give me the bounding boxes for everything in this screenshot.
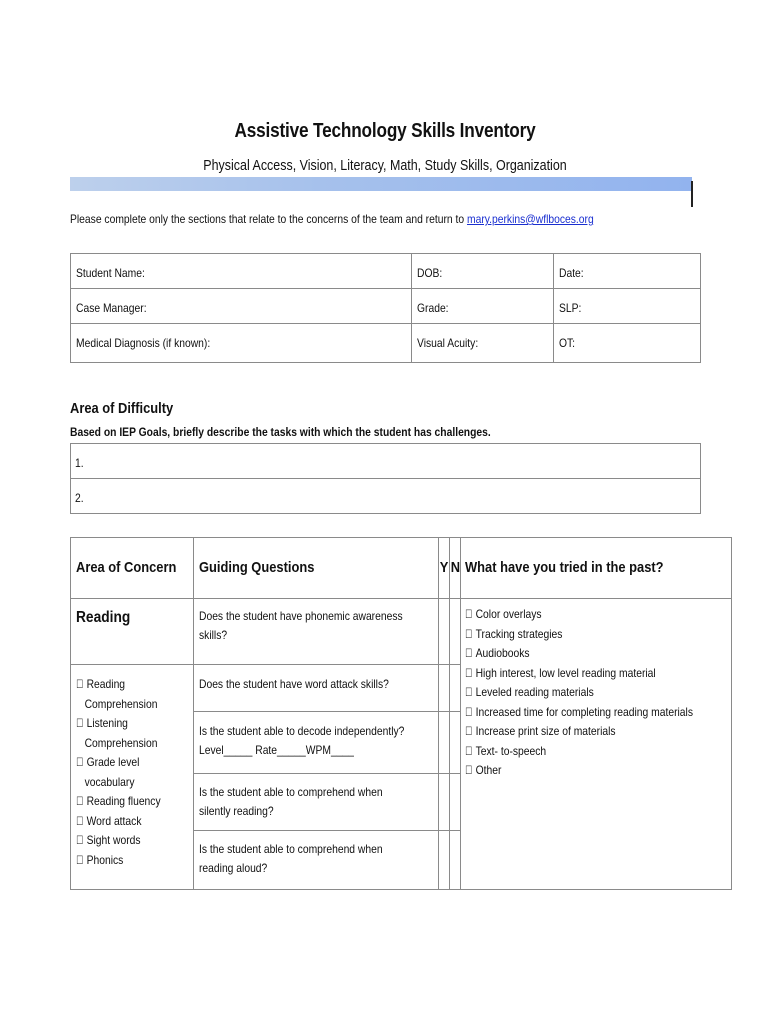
difficulty-item-2[interactable]: 2. [71,479,701,514]
area-reading-title: Reading [71,599,194,665]
no-checkbox[interactable] [449,712,461,774]
header-yes: Y [438,538,449,599]
yes-checkbox[interactable] [438,712,449,774]
area-of-difficulty-heading: Area of Difficulty [70,400,174,417]
header-tried-in-past: What have you tried in the past? [461,538,731,599]
student-info-table [70,253,701,363]
difficulty-table [70,443,701,514]
question-comprehend-aloud: Is the student able to comprehend when reading aloud? [193,831,438,890]
tried-option[interactable]: Increase print size of materials [465,724,606,738]
question-decode-independently: Is the student able to decode independently? Level_____ Rate_____WPM____ [193,712,438,774]
difficulty-item-1[interactable]: 1. [71,444,701,479]
slp-field[interactable]: SLP: [554,289,701,324]
area-option[interactable]: Reading [76,677,115,691]
area-option[interactable]: Word attack [76,813,131,828]
visual-acuity-field[interactable]: Visual Acuity: [412,324,554,363]
tried-option[interactable]: Tracking strategies [465,626,553,641]
instructions [70,212,594,226]
area-option[interactable]: Sight words [76,833,130,847]
student-name-field[interactable]: Student Name: [71,254,412,289]
yes-checkbox[interactable] [438,599,449,665]
date-field[interactable]: Date: [554,254,701,289]
area-option[interactable]: Grade level [76,755,129,769]
instructions-text: Please complete only the sections that relate to the concerns of the team and return to [70,212,467,226]
area-of-concern-table [70,537,732,890]
area-of-difficulty-instructions: Based on IEP Goals, briefly describe the tasks with which the student has challenges. [70,425,491,439]
tried-option[interactable]: Other [465,763,492,777]
tried-option[interactable]: Color overlays [465,607,532,621]
grade-field[interactable]: Grade: [412,289,554,324]
tried-options-list [461,599,731,890]
yes-checkbox[interactable] [438,665,449,712]
tried-option[interactable]: Text- to-speech [465,743,536,758]
tried-option[interactable]: Leveled reading materials [465,685,584,699]
area-option-continued: Comprehension [76,696,158,711]
tried-option[interactable]: Increased time for completing reading materials [465,704,683,719]
header-area-of-concern: Area of Concern [71,538,194,599]
case-manager-field[interactable]: Case Manager: [71,289,412,324]
area-option-continued: vocabulary [76,774,135,789]
no-checkbox[interactable] [449,831,461,890]
area-option-continued: Comprehension [76,735,158,750]
header-guiding-questions: Guiding Questions [193,538,438,599]
header-band-marker [691,181,693,207]
no-checkbox[interactable] [449,599,461,665]
document-subtitle: Physical Access, Vision, Literacy, Math, Study Skills, Organization [203,158,567,174]
dob-field[interactable]: DOB: [412,254,554,289]
no-checkbox[interactable] [449,774,461,831]
area-option[interactable]: Reading fluency [76,794,151,808]
no-checkbox[interactable] [449,665,461,712]
contact-email-link[interactable]: mary.perkins@wflboces.org [466,212,594,226]
header-band [70,177,692,191]
medical-diagnosis-field[interactable]: Medical Diagnosis (if known): [71,324,412,363]
area-option[interactable]: Phonics [76,852,113,867]
tried-option[interactable]: High interest, low level reading material [465,665,646,680]
header-no: N [449,538,461,599]
reading-areas-list [71,665,194,890]
question-comprehend-silently: Is the student able to comprehend when silently reading? [193,774,438,831]
yes-checkbox[interactable] [438,774,449,831]
question-phonemic-awareness: Does the student have phonemic awareness skills? [193,599,438,665]
question-word-attack: Does the student have word attack skills? [193,665,438,712]
ot-field[interactable]: OT: [554,324,701,363]
area-option[interactable]: Listening [76,716,118,730]
document-title: Assistive Technology Skills Inventory [234,120,536,142]
yes-checkbox[interactable] [438,831,449,890]
tried-option[interactable]: Audiobooks [465,646,520,660]
